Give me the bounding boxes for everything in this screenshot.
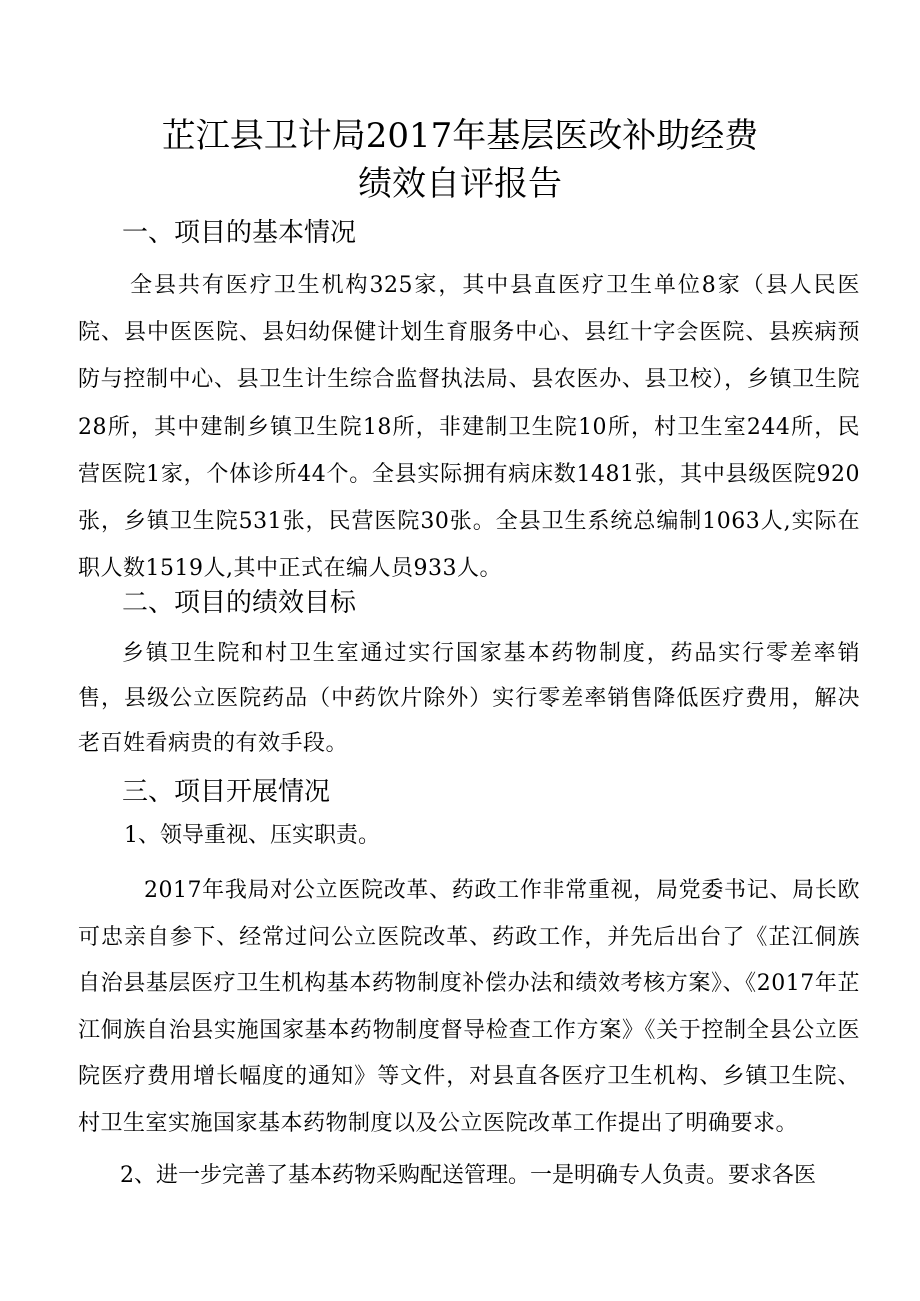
document-title-line-2: 绩效自评报告 [358,164,562,204]
section-3-item-2: 2、进一步完善了基本药物采购配送管理。一是明确专人负责。要求各医 [120,1163,816,1188]
section-2-heading: 二、项目的绩效目标 [122,588,357,618]
section-1-heading: 一、项目的基本情况 [122,218,357,248]
section-2-paragraph: 乡镇卫生院和村卫生室通过实行国家基本药物制度，药品实行零差率销售，县级公立医院药品（中药饮片除外）实行零差率销售降低医疗费用，解决老百姓看病贵的有效手段。 [78,641,860,756]
document-title-line-1: 芷江县卫计局2017年基层医改补助经费 [161,116,759,156]
section-3-item-1: 1、领导重视、压实职责。 [124,823,380,848]
section-3-heading: 三、项目开展情况 [122,777,331,807]
section-1-paragraph: 全县共有医疗卫生机构325家，其中县直医疗卫生单位8家（县人民医院、县中医医院、县妇幼保健计划生育服务中心、县红十字会医院、县疾病预防与控制中心、县卫生计生综合监督执法局、县农医办、县卫校），乡镇卫生院28所，其中建制乡镇卫生院18所，非建制卫生院10所，村卫生室244所，民营医院1家，个体诊所44个。全县实际拥有病床数1481张，其中县级医院920张，乡镇卫生院531张，民营医院30张。全县卫生系统总编制1063人,实际在职人数1519人,其中正式在编人员933人。 [78,273,860,582]
section-3-paragraph-1: 2017年我局对公立医院改革、药政工作非常重视，局党委书记、局长欧可忠亲自参下、经常过问公立医院改革、药政工作，并先后出台了《芷江侗族自治县基层医疗卫生机构基本药物制度补偿办法和绩效考核方案》、《2017年芷江侗族自治县实施国家基本药物制度督导检查工作方案》《关于控制全县公立医院医疗费用增长幅度的通知》等文件，对县直各医疗卫生机构、乡镇卫生院、村卫生室实施国家基本药物制度以及公立医院改革工作提出了明确要求。 [78,878,860,1136]
